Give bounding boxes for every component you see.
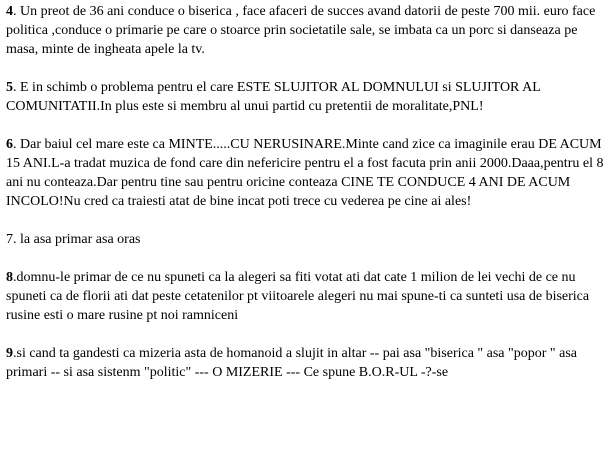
comment-9 bbox=[6, 344, 610, 382]
comment-text: . Un preot de 36 ani conduce o biserica , face afaceri de succes avand datorii de peste 700 mii. euro face politica ,conduce o primarie pe care o stoarce prin societatile sale, se imbata ca un porc si danseaza pe masa, minte de ingheata apele la tv. bbox=[6, 4, 596, 57]
comment-text: .si cand ta gandesti ca mizeria asta de homanoid a slujit in altar -- pai asa "biserica " asa "popor " asa primari -- si asa sistenm "politic" --- O MIZERIE --- Ce spune B.O.R-UL -?-se bbox=[6, 346, 577, 380]
comment-number: 5 bbox=[6, 80, 13, 95]
comment-number: 4 bbox=[6, 4, 13, 19]
comment-text: . E in schimb o problema pentru el care ESTE SLUJITOR AL DOMNULUI si SLUJITOR AL COMUNITATII.In plus este si membru al unui partid cu pretentii de moralitate,PNL! bbox=[6, 80, 541, 114]
comment-number: 9 bbox=[6, 346, 13, 361]
comment-5 bbox=[6, 78, 610, 116]
comment-6 bbox=[6, 135, 610, 211]
comment-text: . Dar baiul cel mare este ca MINTE.....CU NERUSINARE.Minte cand zice ca imaginile erau DE ACUM 15 ANI.L-a tradat muzica de fond care din nefericire pentru el a fost facuta prin anii 2000.Daaa,pentru el 8 ani nu conteaza.Dar pentru tine sau pentru oricine conteaza CINE TE CONDUCE 4 ANI DE ACUM INCOLO!Nu cred ca traiesti atat de bine incat poti trece cu vederea pe cine ai ales! bbox=[6, 137, 604, 209]
comment-number: 6 bbox=[6, 137, 13, 152]
comment-8 bbox=[6, 268, 610, 325]
comment-4 bbox=[6, 2, 610, 59]
comments-document bbox=[6, 2, 610, 401]
comment-text: 7. la asa primar asa oras bbox=[6, 232, 141, 247]
comment-number: 8 bbox=[6, 270, 13, 285]
comment-text: .domnu-le primar de ce nu spuneti ca la alegeri sa fiti votat ati dat cate 1 milion de lei vechi de ce nu spuneti ca de florii ati dat peste cetatenilor pt viitoarele alegeri nu mai spune-ti ca sunteti usa de biserica rusine esti o mare rusine pt noi ramniceni bbox=[6, 270, 590, 323]
comment-7 bbox=[6, 230, 610, 249]
